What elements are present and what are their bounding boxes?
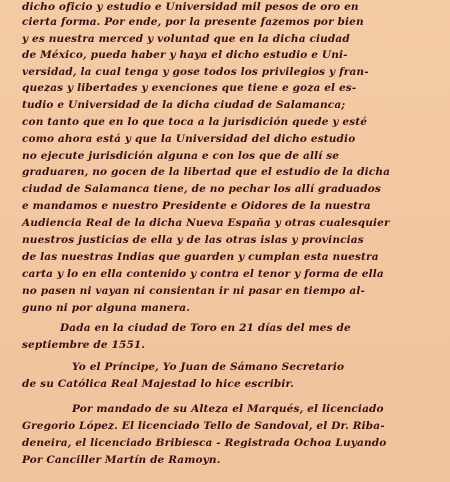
mandate-line: Por Canciller Martín de Ramoyn. [22, 454, 221, 466]
text-line: quezas y libertades y exenciones que tiene e goza el es- [22, 82, 357, 94]
text-line: cierta forma. Por ende, por la presente fazemos por bien [22, 16, 364, 28]
text-line: ciudad de Salamanca tiene, de no pechar los allí graduados [22, 183, 381, 195]
date-line: septiembre de 1551. [22, 339, 146, 351]
mandate-line: Gregorio López. El licenciado Tello de Sandoval, el Dr. Riba- [22, 420, 385, 432]
text-line: graduaren, no gocen de la libertad que el estudio de la dicha [22, 166, 391, 178]
text-line: Audiencia Real de la dicha Nueva España y otras cualesquier [22, 217, 390, 229]
text-line: de México, pueda haber y haya el dicho estudio e Uni- [22, 49, 348, 61]
text-line: guno ni por alguna manera. [22, 302, 191, 314]
text-line: tudio e Universidad de la dicha ciudad de Salamanca; [22, 99, 346, 111]
text-line: dicho oficio y estudio e Universidad mil pesos de oro en [22, 1, 359, 13]
signature-line: de su Católica Real Majestad lo hice escribir. [22, 378, 295, 390]
mandate-line: deneira, el licenciado Bribiesca - Registrada Ochoa Luyando [22, 437, 387, 449]
text-line: no pasen ni vayan ni consientan ir ni pasar en tiempo al- [22, 285, 365, 297]
signature-line: Yo el Príncipe, Yo Juan de Sámano Secretario [72, 361, 345, 373]
text-line: con tanto que en lo que toca a la jurisdición quede y esté [22, 116, 368, 128]
text-line: versidad, la cual tenga y gose todos los privilegios y fran- [22, 66, 369, 78]
text-line: nuestros justicias de ella y de las otras islas y provincias [22, 234, 364, 246]
text-line: y es nuestra merced y voluntad que en la dicha ciudad [22, 33, 350, 45]
mandate-line: Por mandado de su Alteza el Marqués, el licenciado [72, 403, 384, 415]
text-line: como ahora está y que la Universidad del dicho estudio [22, 133, 356, 145]
text-line: e mandamos e nuestro Presidente e Oidores de la nuestra [22, 200, 371, 212]
text-line: de las nuestras Indias que guarden y cumplan esta nuestra [22, 251, 379, 263]
date-line: Dada en la ciudad de Toro en 21 días del mes de [60, 322, 351, 334]
text-line: carta y lo en ella contenido y contra el tenor y forma de ella [22, 268, 384, 280]
text-line: no ejecute jurisdición alguna e con los que de allí se [22, 150, 340, 162]
